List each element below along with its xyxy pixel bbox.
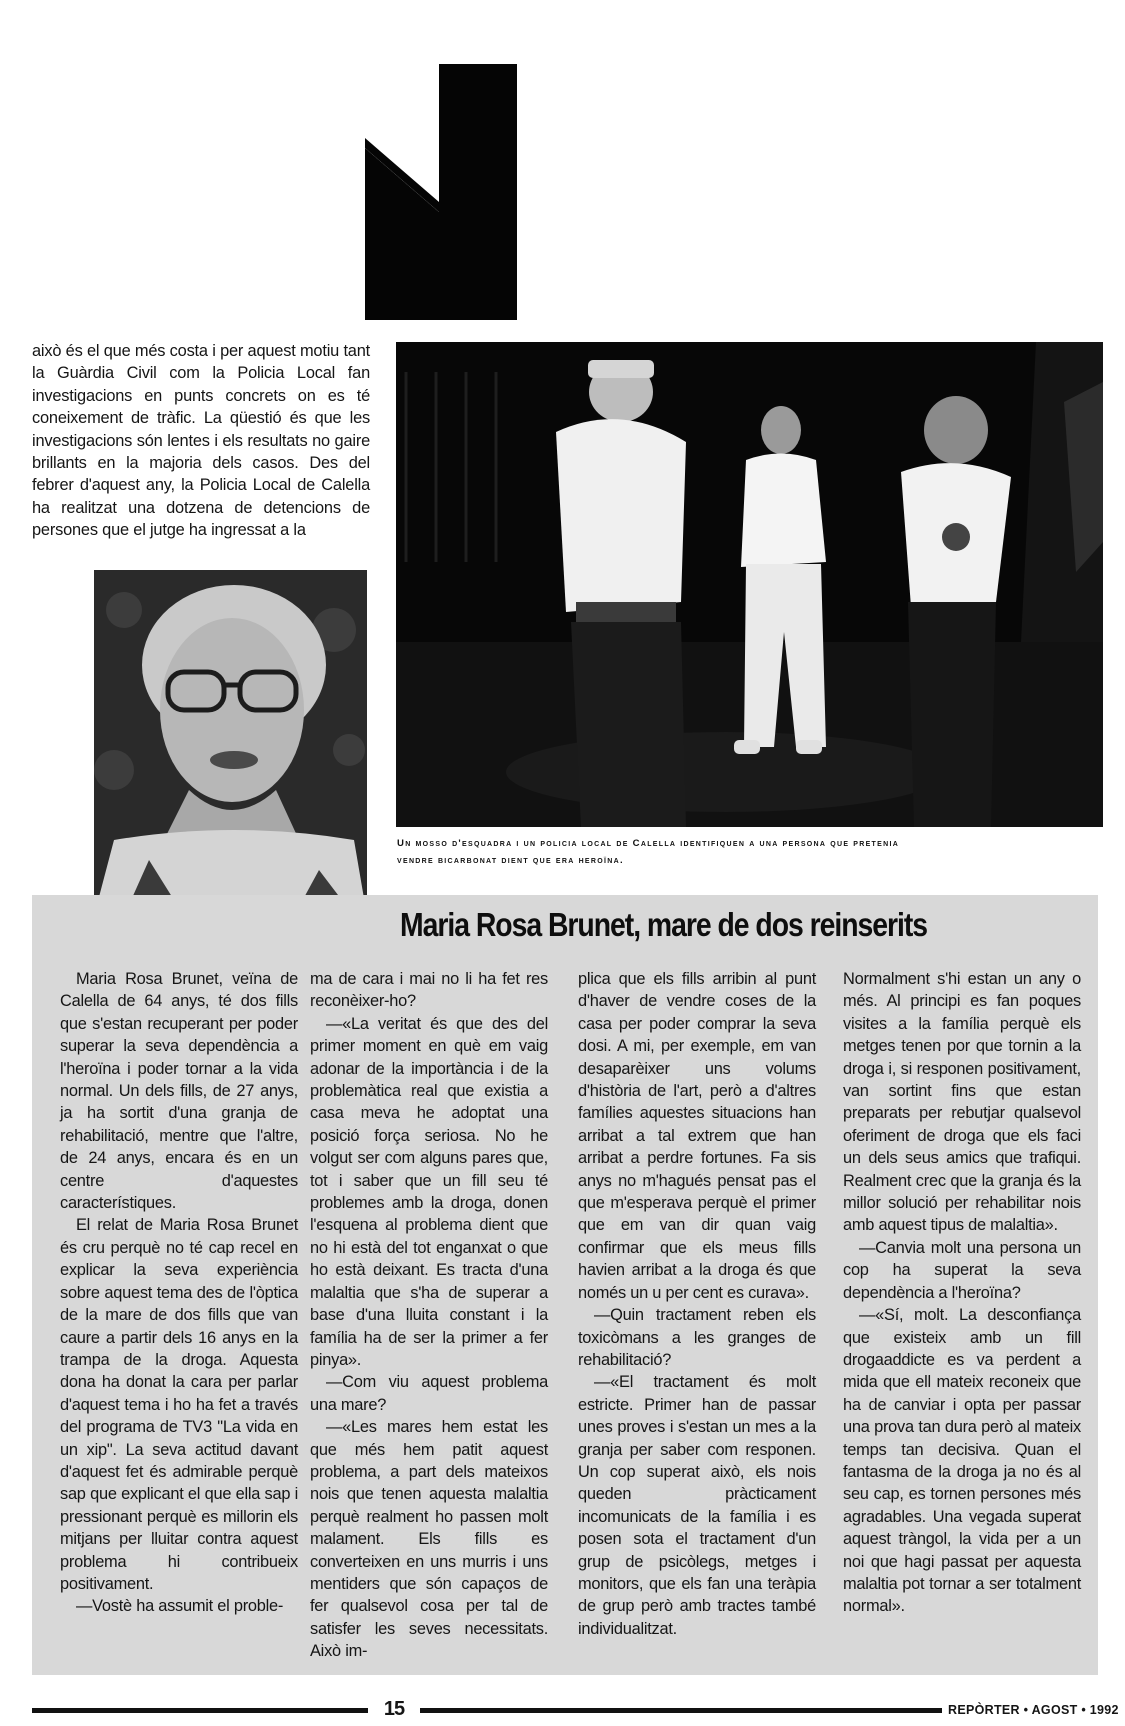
interview-column-3	[578, 968, 816, 1640]
interview-paragraph: El relat de Maria Rosa Brunet és cru perquè no té cap recel en explicar la seva experiència sobre aquest tema des de l'òptica de la mare de dos fills que van caure a partir dels 16 anys en la trampa de la droga. Aquesta dona ha donat la cara per parlar d'aquest tema i ho ha fet a través del programa de TV3 "La vida en un xip". La seva actitud davant d'aquest fet és admirable perquè sap que explicant el que ella sap i pressionant perquè es millorin els mitjans per lluitar contra aquest problema hi contribueix positivament.	[60, 1216, 298, 1593]
intro-paragraph: això és el que més costa i per aquest motiu tant la Guàrdia Civil com la Policia Local fan investigacions en punts concrets on es té coneixement de tràfic. La qüestió és que les investigacions són lentes i els resultats no gaire brillants en la majoria dels casos. Des del febrer d'aquest any, la Policia Local de Calella ha realitzat una dotzena de detencions de persones que el jutge ha ingressat a la	[32, 342, 370, 540]
interview-column-4	[843, 968, 1081, 1618]
page-number: 15	[383, 1698, 405, 1720]
interview-paragraph: ma de cara i mai no li ha fet res reconèixer-ho?	[310, 970, 548, 1011]
police-identification-photo	[396, 342, 1103, 827]
maria-rosa-brunet-portrait	[94, 570, 367, 916]
interview-paragraph: Maria Rosa Brunet, veïna de Calella de 64 anys, té dos fills que s'estan recuperant per poder superar la seva dependència a l'heroïna i poder tornar a la vida normal. Un dels fills, de 27 anys, ja ha sortit d'una granja de rehabilitació, mentre que l'altre, de 24 anys, encara és en un centre d'aquestes característiques.	[60, 970, 298, 1213]
page-footer	[32, 1698, 1119, 1720]
interview-paragraph: —«El tractament és molt estricte. Primer han de passar unes proves i s'estan un mes a la granja per saber com responen. Un cop superat això, els nois queden pràcticament incomunicats de la família i es posen sota el tractament d'un grup de psicòlegs, metges i monitors, que els fan una teràpia de grup però amb tractes també individualitzat.	[578, 1373, 816, 1638]
photo-caption	[397, 835, 1097, 869]
footer-rule-left	[32, 1708, 368, 1713]
interview-column-1	[60, 968, 298, 1618]
interview-paragraph: plica que els fills arribin al punt d'haver de vendre coses de la casa per poder comprar la seva dosi. A mi, per exemple, em van desaparèixer uns volums d'història de l'art, però a d'altres famílies aquestes situacions han arribat a tal extrem que han arribat a perdre fortunes. Fa sis anys no m'hagués pensat pas el que m'esperava perquè el primer que em van dir quan vaig confirmar que els meus fills havien arribat a la droga és que només un u per cent es curava».	[578, 970, 816, 1302]
interview-column-2	[310, 968, 548, 1663]
interview-paragraph: Normalment s'hi estan un any o més. Al principi es fan poques visites a la família perquè els metges tenen por que tornin a la droga i, si responen positivament, van sortint fins que estan preparats per rebutjar qualsevol oferiment de droga que els faci un dels seus amics que trafiqui. Realment crec que la granja és la millor solució per rehabilitar nois amb aquest tipus de malaltia».	[843, 970, 1081, 1235]
interview-paragraph: —Canvia molt una persona un cop ha superat la seva dependència a l'heroïna?	[843, 1238, 1081, 1302]
interview-paragraph: —Com viu aquest problema una mare?	[310, 1373, 548, 1414]
interview-paragraph: —«La veritat és que des del primer moment en què em vaig adonar de la importància i de la problemàtica real que existia a casa meva he adoptat una posició força seriosa. No he volgut ser com alguns pares que, tot i saber que un fill seu té problemes amb la droga, donen l'esquena al problema dient que no hi està del tot enganxat o que ho està deixant. Es tracta d'una malaltia que s'ha de superar a base d'una lluita constant i la família ha de ser la primer a fer pinya».	[310, 1014, 548, 1369]
footer-rule-right	[420, 1708, 942, 1713]
interview-paragraph: —«Les mares hem estat les que més hem patit aquest problema, a part dels mateixos nois que tenen aquesta malaltia perquè realment ho passen molt malament. Els fills es converteixen en uns murris i uns mentiders que són capaços de fer qualsevol cosa per tal de satisfer les seves necessitats. Això im-	[310, 1418, 548, 1661]
interview-paragraph: —Quin tractament reben els toxicòmans a les granges de rehabilitació?	[578, 1306, 816, 1369]
caption-line-2: vendre bicarbonat dient que era heroïna.	[397, 855, 624, 866]
interview-title: Maria Rosa Brunet, mare de dos reinserits	[400, 906, 928, 943]
publication-line: REPÒRTER • AGOST • 1992	[948, 1703, 1119, 1717]
interview-paragraph: —Vostè ha assumit el proble-	[76, 1597, 284, 1616]
interview-paragraph: —«Sí, molt. La desconfiança que existeix amb un fill drogaaddicte es va perdent a mida que ell mateix reconeix que ha de canviar i opta per passar una prova tan dura però al mateix temps tan decisiva. Quan el fantasma de la droga ja no és al seu cap, es tornen persones més agradables. Una vegada superat aquest tràngol, la vida per a un noi que hagi passat per aquesta malaltia pot tornar a ser totalment normal».	[843, 1306, 1081, 1616]
decorative-black-block	[365, 64, 517, 320]
caption-line-1: Un mosso d'esquadra i un policia local de Calella identifiquen a una persona que pretenia	[397, 838, 900, 849]
